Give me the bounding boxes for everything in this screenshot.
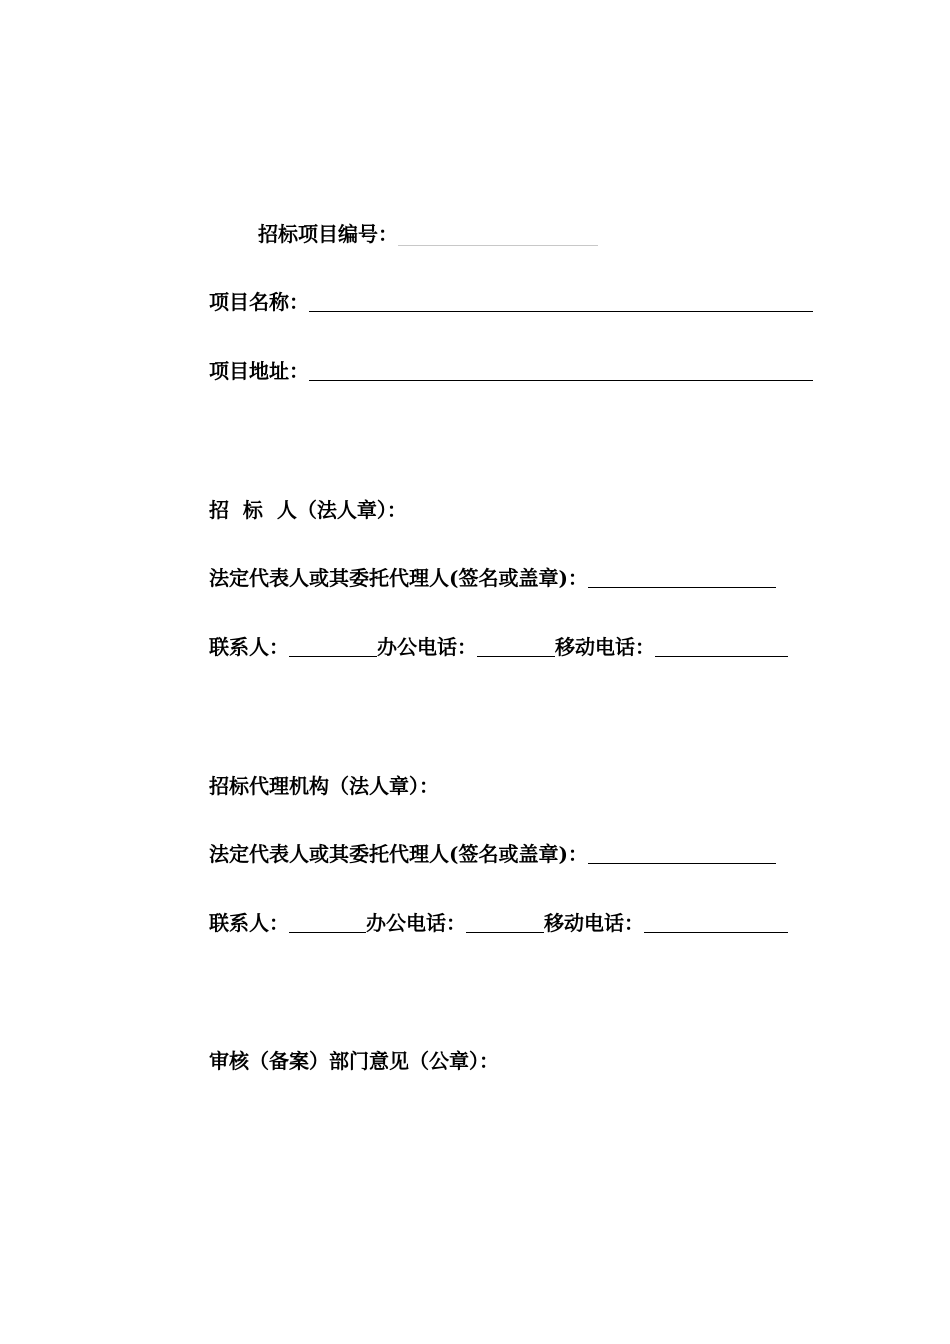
project-name-field[interactable] [309,289,813,312]
agency-contact-label: 联系人： [209,911,289,935]
tenderer-title: 招 标 人（法人章）： [209,498,407,522]
project-number-row [258,220,598,248]
project-number-label: 招标项目编号： [258,222,398,246]
tenderer-legal-rep-row [209,564,776,592]
agency-title-row [209,772,439,800]
tenderer-office-phone-field[interactable] [477,634,555,657]
tenderer-contact-label: 联系人： [209,635,289,659]
agency-title: 招标代理机构（法人章）： [209,774,439,798]
agency-mobile-phone-label: 移动电话： [544,911,644,935]
project-name-row [209,288,813,316]
agency-office-phone-field[interactable] [466,910,544,933]
tenderer-legal-rep-label: 法定代表人或其委托代理人(签名或盖章)： [209,566,588,590]
tenderer-contact-row [209,633,788,661]
tenderer-office-phone-label: 办公电话： [377,635,477,659]
project-name-label: 项目名称： [209,290,309,314]
agency-legal-rep-row [209,840,776,868]
review-title-row [209,1047,499,1075]
project-address-row [209,357,813,385]
agency-contact-field[interactable] [289,910,366,933]
tenderer-mobile-phone-label: 移动电话： [555,635,655,659]
tenderer-legal-rep-field[interactable] [588,565,776,588]
review-title: 审核（备案）部门意见（公章）： [209,1049,499,1073]
agency-contact-row [209,909,788,937]
tenderer-title-row [209,496,407,524]
agency-mobile-phone-field[interactable] [644,910,788,933]
project-number-field[interactable] [398,223,598,246]
project-address-label: 项目地址： [209,359,309,383]
tenderer-contact-field[interactable] [289,634,377,657]
tenderer-mobile-phone-field[interactable] [655,634,788,657]
agency-legal-rep-label: 法定代表人或其委托代理人(签名或盖章)： [209,842,588,866]
agency-office-phone-label: 办公电话： [366,911,466,935]
agency-legal-rep-field[interactable] [588,841,776,864]
project-address-field[interactable] [309,358,813,381]
